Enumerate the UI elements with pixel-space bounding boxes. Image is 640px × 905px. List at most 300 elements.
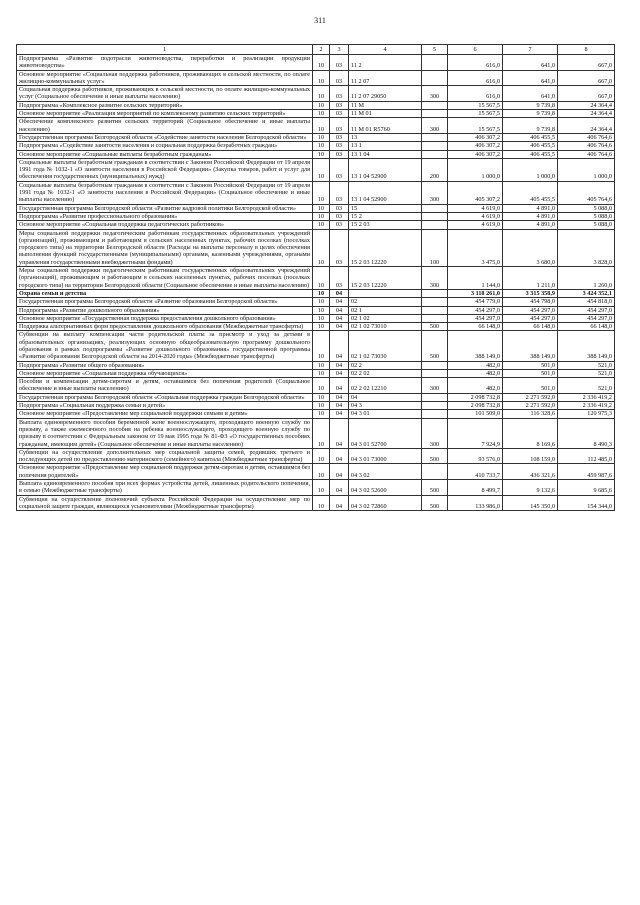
expense-type-cell <box>422 101 448 109</box>
amount-year1-cell: 3 118 261,0 <box>448 289 503 297</box>
amount-year2-cell: 641,0 <box>503 86 558 102</box>
amount-year2-cell: 145 350,0 <box>503 495 558 511</box>
section-code-cell: 10 <box>313 306 330 314</box>
subsection-code-cell: 04 <box>330 331 349 361</box>
amount-year3-cell: 454 818,0 <box>558 298 615 306</box>
target-article-cell: 02 2 02 12210 <box>349 378 422 394</box>
amount-year2-cell: 388 149,0 <box>503 331 558 361</box>
amount-year3-cell: 9 685,6 <box>558 480 615 496</box>
row-name-cell: Охрана семьи и детства <box>17 289 313 297</box>
amount-year2-cell: 9 739,8 <box>503 118 558 134</box>
amount-year1-cell: 482,0 <box>448 378 503 394</box>
section-code-cell: 10 <box>313 495 330 511</box>
target-article-cell: 15 2 03 12220 <box>349 229 422 266</box>
target-article-cell: 02 1 02 73030 <box>349 331 422 361</box>
amount-year1-cell: 454 297,0 <box>448 314 503 322</box>
section-code-cell: 10 <box>313 204 330 212</box>
subsection-code-cell: 04 <box>330 480 349 496</box>
amount-year2-cell: 9 739,8 <box>503 110 558 118</box>
section-code-cell: 10 <box>313 331 330 361</box>
amount-year1-cell: 8 499,7 <box>448 480 503 496</box>
amount-year2-cell: 454 297,0 <box>503 306 558 314</box>
amount-year3-cell: 24 364,4 <box>558 110 615 118</box>
section-code-cell: 10 <box>313 181 330 204</box>
subsection-code-cell: 04 <box>330 298 349 306</box>
expense-type-cell <box>422 110 448 118</box>
section-code-cell: 10 <box>313 55 330 71</box>
subsection-code-cell: 03 <box>330 267 349 290</box>
amount-year1-cell: 133 986,0 <box>448 495 503 511</box>
expense-type-cell <box>422 142 448 150</box>
expense-type-cell <box>422 314 448 322</box>
amount-year2-cell: 3 315 358,9 <box>503 289 558 297</box>
subsection-code-cell: 03 <box>330 229 349 266</box>
section-code-cell: 10 <box>313 142 330 150</box>
row-name-cell: Государственная программа Белгородской области «Содействие занятости населения Белгородской области» <box>17 133 313 141</box>
subsection-code-cell: 03 <box>330 181 349 204</box>
page-number: 311 <box>314 16 326 25</box>
section-code-cell: 10 <box>313 267 330 290</box>
target-article-cell: 11 2 <box>349 55 422 71</box>
amount-year3-cell: 521,0 <box>558 369 615 377</box>
table-row <box>17 212 615 220</box>
amount-year2-cell: 641,0 <box>503 55 558 71</box>
target-article-cell: 02 1 <box>349 306 422 314</box>
table-row <box>17 464 615 480</box>
amount-year2-cell: 454 798,0 <box>503 298 558 306</box>
amount-year1-cell: 616,0 <box>448 86 503 102</box>
section-code-cell: 10 <box>313 150 330 158</box>
table-row <box>17 314 615 322</box>
amount-year3-cell: 8 490,3 <box>558 418 615 448</box>
row-name-cell: Государственная программа Белгородской области «Развитие кадровой политики Белгородской области» <box>17 204 313 212</box>
amount-year3-cell: 154 344,0 <box>558 495 615 511</box>
subsection-code-cell: 04 <box>330 323 349 331</box>
expense-type-cell <box>422 212 448 220</box>
subsection-code-cell: 04 <box>330 464 349 480</box>
amount-year3-cell: 5 088,0 <box>558 221 615 229</box>
table-row <box>17 204 615 212</box>
target-article-cell: 02 1 02 73010 <box>349 323 422 331</box>
expense-type-cell <box>422 369 448 377</box>
target-article-cell: 04 3 01 <box>349 410 422 418</box>
table-row <box>17 495 615 511</box>
amount-year2-cell: 108 159,0 <box>503 448 558 464</box>
table-row <box>17 142 615 150</box>
row-name-cell: Основное мероприятие «Социальная поддержка педагогических работников» <box>17 221 313 229</box>
expense-type-cell <box>422 393 448 401</box>
column-header: 6 <box>448 45 503 55</box>
amount-year2-cell: 1 211,0 <box>503 267 558 290</box>
target-article-cell: 04 3 01 52700 <box>349 418 422 448</box>
target-article-cell: 04 3 01 73000 <box>349 448 422 464</box>
expense-type-cell: 300 <box>422 418 448 448</box>
amount-year2-cell: 4 891,0 <box>503 212 558 220</box>
table-row <box>17 448 615 464</box>
amount-year3-cell: 112 485,0 <box>558 448 615 464</box>
amount-year3-cell: 24 364,4 <box>558 118 615 134</box>
table-row <box>17 86 615 102</box>
section-code-cell: 10 <box>313 448 330 464</box>
table-row <box>17 323 615 331</box>
expense-type-cell <box>422 70 448 86</box>
amount-year1-cell: 482,0 <box>448 369 503 377</box>
subsection-code-cell: 04 <box>330 402 349 410</box>
table-row <box>17 393 615 401</box>
amount-year1-cell: 3 475,0 <box>448 229 503 266</box>
table-row <box>17 70 615 86</box>
amount-year1-cell: 15 567,5 <box>448 118 503 134</box>
target-article-cell: 15 2 03 <box>349 221 422 229</box>
amount-year1-cell: 388 149,0 <box>448 331 503 361</box>
amount-year3-cell: 3 424 352,1 <box>558 289 615 297</box>
table-row <box>17 118 615 134</box>
amount-year3-cell: 406 764,6 <box>558 133 615 141</box>
expense-type-cell: 200 <box>422 158 448 181</box>
row-name-cell: Основное мероприятие «Социальная поддержка обучающихся» <box>17 369 313 377</box>
amount-year2-cell: 406 455,5 <box>503 142 558 150</box>
target-article-cell: 11 М 01 R5760 <box>349 118 422 134</box>
table-row <box>17 101 615 109</box>
expense-type-cell: 300 <box>422 118 448 134</box>
amount-year3-cell: 66 148,0 <box>558 323 615 331</box>
section-code-cell: 10 <box>313 410 330 418</box>
column-number-row <box>17 45 615 55</box>
table-row <box>17 55 615 71</box>
subsection-code-cell: 04 <box>330 369 349 377</box>
target-article-cell: 13 1 04 52900 <box>349 158 422 181</box>
expense-type-cell: 500 <box>422 331 448 361</box>
row-name-cell: Социальные выплаты безработным гражданам в соответствии с Законом Российской Федерации от 19 апреля 1991 года № 1032-1 «О занятости населения в Российской Федерации» (Социальное обеспечение и иные выплаты населению) <box>17 181 313 204</box>
table-row <box>17 378 615 394</box>
amount-year3-cell: 454 297,0 <box>558 314 615 322</box>
row-name-cell: Основное мероприятие «Государственная поддержка предоставления дошкольного образования» <box>17 314 313 322</box>
subsection-code-cell: 03 <box>330 158 349 181</box>
amount-year2-cell: 116 328,6 <box>503 410 558 418</box>
expense-type-cell <box>422 221 448 229</box>
subsection-code-cell: 04 <box>330 314 349 322</box>
column-header: 8 <box>558 45 615 55</box>
target-article-cell: 13 1 04 <box>349 150 422 158</box>
amount-year2-cell: 454 297,0 <box>503 314 558 322</box>
subsection-code-cell: 03 <box>330 86 349 102</box>
table-row <box>17 133 615 141</box>
subsection-code-cell: 04 <box>330 393 349 401</box>
amount-year3-cell: 405 764,6 <box>558 181 615 204</box>
section-code-cell: 10 <box>313 402 330 410</box>
subsection-code-cell: 03 <box>330 110 349 118</box>
section-code-cell: 10 <box>313 133 330 141</box>
amount-year3-cell: 5 088,0 <box>558 204 615 212</box>
amount-year2-cell: 2 271 592,0 <box>503 393 558 401</box>
amount-year2-cell: 9 739,8 <box>503 101 558 109</box>
amount-year3-cell: 120 975,3 <box>558 410 615 418</box>
amount-year3-cell: 521,0 <box>558 378 615 394</box>
amount-year1-cell: 454 779,0 <box>448 298 503 306</box>
row-name-cell: Основное мероприятие «Реализация мероприятий по комплексному развитию сельских территорий» <box>17 110 313 118</box>
amount-year1-cell: 616,0 <box>448 70 503 86</box>
section-code-cell: 10 <box>313 110 330 118</box>
amount-year1-cell: 4 619,0 <box>448 221 503 229</box>
row-name-cell: Субвенции на осуществление дополнительных мер социальной защиты семей, родивших третьего и последующих детей по предоставлению материнского (семейного) капитала (Межбюджетные трансферты) <box>17 448 313 464</box>
target-article-cell <box>349 289 422 297</box>
expense-type-cell <box>422 361 448 369</box>
amount-year2-cell: 4 891,0 <box>503 221 558 229</box>
section-code-cell: 10 <box>313 464 330 480</box>
target-article-cell: 13 1 <box>349 142 422 150</box>
expense-type-cell <box>422 150 448 158</box>
amount-year1-cell: 101 509,0 <box>448 410 503 418</box>
table-row <box>17 402 615 410</box>
amount-year2-cell: 406 455,5 <box>503 133 558 141</box>
amount-year1-cell: 406 307,2 <box>448 133 503 141</box>
subsection-code-cell: 03 <box>330 150 349 158</box>
column-header: 3 <box>330 45 349 55</box>
table-row <box>17 150 615 158</box>
target-article-cell: 04 3 02 52600 <box>349 480 422 496</box>
expense-type-cell: 500 <box>422 323 448 331</box>
section-code-cell: 10 <box>313 158 330 181</box>
section-code-cell: 10 <box>313 393 330 401</box>
table-header <box>17 45 615 55</box>
subsection-code-cell: 04 <box>330 410 349 418</box>
target-article-cell: 11 М <box>349 101 422 109</box>
subsection-code-cell: 04 <box>330 448 349 464</box>
subsection-code-cell: 04 <box>330 495 349 511</box>
amount-year3-cell: 2 336 419,2 <box>558 402 615 410</box>
table-row <box>17 480 615 496</box>
subsection-code-cell: 03 <box>330 118 349 134</box>
amount-year3-cell: 667,0 <box>558 70 615 86</box>
expense-type-cell: 500 <box>422 480 448 496</box>
row-name-cell: Основное мероприятие «Социальная поддержка работников, проживающих в сельской местности, по оплате жилищно-коммунальных услуг» <box>17 70 313 86</box>
table-row <box>17 181 615 204</box>
expense-type-cell: 300 <box>422 378 448 394</box>
amount-year3-cell: 454 297,0 <box>558 306 615 314</box>
budget-table <box>16 44 615 511</box>
section-code-cell: 10 <box>313 361 330 369</box>
section-code-cell: 10 <box>313 323 330 331</box>
expense-type-cell <box>422 298 448 306</box>
amount-year3-cell: 388 149,0 <box>558 331 615 361</box>
subsection-code-cell: 03 <box>330 204 349 212</box>
amount-year2-cell: 1 000,0 <box>503 158 558 181</box>
table-body <box>17 55 615 511</box>
subsection-code-cell: 04 <box>330 378 349 394</box>
amount-year2-cell: 641,0 <box>503 70 558 86</box>
row-name-cell: Основное мероприятие «Социальные выплаты безработным гражданам» <box>17 150 313 158</box>
section-code-cell: 10 <box>313 221 330 229</box>
expense-type-cell <box>422 402 448 410</box>
expense-type-cell: 500 <box>422 495 448 511</box>
amount-year2-cell: 406 455,5 <box>503 150 558 158</box>
expense-type-cell <box>422 289 448 297</box>
expense-type-cell: 100 <box>422 229 448 266</box>
amount-year1-cell: 93 576,0 <box>448 448 503 464</box>
amount-year1-cell: 2 098 732,8 <box>448 393 503 401</box>
amount-year3-cell: 667,0 <box>558 86 615 102</box>
amount-year2-cell: 501,0 <box>503 369 558 377</box>
amount-year3-cell: 521,0 <box>558 361 615 369</box>
expense-type-cell: 300 <box>422 181 448 204</box>
row-name-cell: Обеспечение комплексного развития сельских территорий (Социальное обеспечение и иные выплаты населению) <box>17 118 313 134</box>
subsection-code-cell: 03 <box>330 101 349 109</box>
amount-year1-cell: 405 307,2 <box>448 181 503 204</box>
target-article-cell: 02 2 02 <box>349 369 422 377</box>
row-name-cell: Подпрограмма «Содействие занятости населения и социальная поддержка безработных граждан» <box>17 142 313 150</box>
target-article-cell: 11 М 01 <box>349 110 422 118</box>
expense-type-cell: 300 <box>422 267 448 290</box>
amount-year2-cell: 66 148,0 <box>503 323 558 331</box>
section-code-cell: 10 <box>313 298 330 306</box>
table-row <box>17 306 615 314</box>
row-name-cell: Выплата единовременного пособия при всех формах устройства детей, лишенных родительского попечения, в семью (Межбюджетные трансферты) <box>17 480 313 496</box>
table-row <box>17 221 615 229</box>
row-name-cell: Государственная программа Белгородской области «Развитие образования Белгородской области» <box>17 298 313 306</box>
section-code-cell: 10 <box>313 212 330 220</box>
row-name-cell: Меры социальной поддержки педагогическим работникам государственных образовательных учреждений (организаций), проживающим и работающим в сельских населенных пунктах, рабочих поселках (поселках городского типа) на территории Белгородской области (Расходы на выплаты персоналу в целях обеспечения выполнения функций государственными (муниципальными) органами, казенными учреждениями, органами управления государственными внебюджетными фондами) <box>17 229 313 266</box>
expense-type-cell <box>422 306 448 314</box>
target-article-cell: 11 2 07 <box>349 70 422 86</box>
expense-type-cell <box>422 464 448 480</box>
column-header: 1 <box>17 45 313 55</box>
amount-year1-cell: 482,0 <box>448 361 503 369</box>
subsection-code-cell: 04 <box>330 361 349 369</box>
expense-type-cell <box>422 133 448 141</box>
row-name-cell: Социальные выплаты безработным гражданам в соответствии с Законом Российской Федерации от 19 апреля 1991 года № 1032-1 «О занятости населения в Российской Федерации» (Закупка товаров, работ и услуг для обеспечения государственных (муниципальных) нужд) <box>17 158 313 181</box>
amount-year2-cell: 4 891,0 <box>503 204 558 212</box>
row-name-cell: Меры социальной поддержки педагогическим работникам государственных образовательных учреждений (организаций), проживающим и работающим в сельских населенных пунктах, рабочих поселках (поселках городского типа) на территории Белгородской области (Социальное обеспечение и иные выплаты населению) <box>17 267 313 290</box>
target-article-cell: 04 3 <box>349 402 422 410</box>
row-name-cell: Поддержка альтернативных форм предоставления дошкольного образования (Межбюджетные трансферты) <box>17 323 313 331</box>
amount-year1-cell: 2 098 732,8 <box>448 402 503 410</box>
amount-year3-cell: 1 000,0 <box>558 158 615 181</box>
amount-year2-cell: 436 321,6 <box>503 464 558 480</box>
amount-year3-cell: 1 260,0 <box>558 267 615 290</box>
amount-year3-cell: 24 364,4 <box>558 101 615 109</box>
section-code-cell: 10 <box>313 418 330 448</box>
expense-type-cell: 500 <box>422 448 448 464</box>
target-article-cell: 15 2 <box>349 212 422 220</box>
row-name-cell: Государственная программа Белгородской области «Социальная поддержка граждан Белгородской области» <box>17 393 313 401</box>
table-row <box>17 369 615 377</box>
amount-year3-cell: 406 764,6 <box>558 142 615 150</box>
section-code-cell: 10 <box>313 289 330 297</box>
section-code-cell: 10 <box>313 369 330 377</box>
row-name-cell: Основное мероприятие «Предоставление мер социальной поддержки семьям и детям» <box>17 410 313 418</box>
amount-year2-cell: 2 271 592,0 <box>503 402 558 410</box>
section-code-cell: 10 <box>313 314 330 322</box>
table-row <box>17 267 615 290</box>
column-header: 7 <box>503 45 558 55</box>
subsection-code-cell: 03 <box>330 55 349 71</box>
amount-year2-cell: 405 455,5 <box>503 181 558 204</box>
amount-year3-cell: 667,0 <box>558 55 615 71</box>
amount-year1-cell: 1 000,0 <box>448 158 503 181</box>
table-row <box>17 110 615 118</box>
row-name-cell: Социальная поддержка работников, проживающих в сельской местности, по оплате жилищно-коммунальных услуг (Социальное обеспечение и иные выплаты населению) <box>17 86 313 102</box>
amount-year1-cell: 616,0 <box>448 55 503 71</box>
subsection-code-cell: 04 <box>330 306 349 314</box>
amount-year1-cell: 454 297,0 <box>448 306 503 314</box>
table-row <box>17 410 615 418</box>
amount-year2-cell: 501,0 <box>503 378 558 394</box>
expense-type-cell: 300 <box>422 86 448 102</box>
section-code-cell: 10 <box>313 378 330 394</box>
amount-year1-cell: 4 619,0 <box>448 212 503 220</box>
target-article-cell: 02 <box>349 298 422 306</box>
expense-type-cell <box>422 204 448 212</box>
section-code-cell: 10 <box>313 101 330 109</box>
amount-year1-cell: 15 567,5 <box>448 110 503 118</box>
table-row <box>17 361 615 369</box>
target-article-cell: 13 <box>349 133 422 141</box>
subsection-code-cell: 03 <box>330 212 349 220</box>
table-row <box>17 298 615 306</box>
subsection-code-cell: 03 <box>330 70 349 86</box>
amount-year1-cell: 406 307,2 <box>448 142 503 150</box>
amount-year1-cell: 1 144,0 <box>448 267 503 290</box>
amount-year1-cell: 15 567,5 <box>448 101 503 109</box>
amount-year1-cell: 406 307,2 <box>448 150 503 158</box>
row-name-cell: Субвенции на выплату компенсации части родительской платы за присмотр и уход за детьми в образовательных организациях, реализующих основную общеобразовательную программу дошкольного образования в рамках подпрограммы «Развитие дошкольного образования» государственной программы «Развитие образования Белгородской области на 2014-2020 годы» (Межбюджетные трансферты) <box>17 331 313 361</box>
section-row <box>17 289 615 297</box>
row-name-cell: Подпрограмма «Развитие общего образования» <box>17 361 313 369</box>
target-article-cell: 04 3 02 72860 <box>349 495 422 511</box>
subsection-code-cell: 03 <box>330 133 349 141</box>
amount-year1-cell: 410 733,7 <box>448 464 503 480</box>
table-row <box>17 331 615 361</box>
row-name-cell: Субвенция на осуществление полномочий субъекта Российской Федерации на осуществление мер по социальной защите граждан, являющихся усыновителями (Межбюджетные трансферты) <box>17 495 313 511</box>
row-name-cell: Пособия и компенсации детям-сиротам и детям, оставшимся без попечения родителей (Социальное обеспечение и иные выплаты населению) <box>17 378 313 394</box>
amount-year2-cell: 9 132,6 <box>503 480 558 496</box>
amount-year2-cell: 3 680,0 <box>503 229 558 266</box>
section-code-cell: 10 <box>313 118 330 134</box>
row-name-cell: Подпрограмма «Социальная поддержка семьи и детей» <box>17 402 313 410</box>
column-header: 4 <box>349 45 422 55</box>
amount-year1-cell: 7 924,9 <box>448 418 503 448</box>
row-name-cell: Подпрограмма «Развитие подотрасли животноводства, переработки и реализации продукции животноводства» <box>17 55 313 71</box>
expense-type-cell <box>422 410 448 418</box>
row-name-cell: Подпрограмма «Комплексное развитие сельских территорий» <box>17 101 313 109</box>
row-name-cell: Основное мероприятие «Предоставление мер социальной поддержки детям-сиротам и детям, оставшимся без попечения родителей» <box>17 464 313 480</box>
target-article-cell: 11 2 07 29050 <box>349 86 422 102</box>
table-row <box>17 418 615 448</box>
target-article-cell: 04 <box>349 393 422 401</box>
section-code-cell: 10 <box>313 86 330 102</box>
target-article-cell: 04 3 02 <box>349 464 422 480</box>
target-article-cell: 15 2 03 12220 <box>349 267 422 290</box>
row-name-cell: Подпрограмма «Развитие профессионального образования» <box>17 212 313 220</box>
target-article-cell: 02 2 <box>349 361 422 369</box>
amount-year3-cell: 459 987,6 <box>558 464 615 480</box>
table-row <box>17 158 615 181</box>
column-header: 2 <box>313 45 330 55</box>
target-article-cell: 15 <box>349 204 422 212</box>
subsection-code-cell: 04 <box>330 289 349 297</box>
expense-type-cell <box>422 55 448 71</box>
section-code-cell: 10 <box>313 229 330 266</box>
row-name-cell: Выплата единовременного пособия беременной жене военнослужащего, проходящего военную службу по призыву, а также ежемесячного пособия на ребенка военнослужащего, проходящего военную службу по призыву в соответствии с Федеральным законом от 19 мая 1995 года № 81-ФЗ «О государственных пособиях гражданам, имеющим детей» (Социальное обеспечение и иные выплаты населению) <box>17 418 313 448</box>
table-row <box>17 229 615 266</box>
amount-year3-cell: 2 336 419,2 <box>558 393 615 401</box>
subsection-code-cell: 03 <box>330 142 349 150</box>
subsection-code-cell: 03 <box>330 221 349 229</box>
amount-year3-cell: 5 088,0 <box>558 212 615 220</box>
column-header: 5 <box>422 45 448 55</box>
amount-year3-cell: 406 764,6 <box>558 150 615 158</box>
section-code-cell: 10 <box>313 480 330 496</box>
